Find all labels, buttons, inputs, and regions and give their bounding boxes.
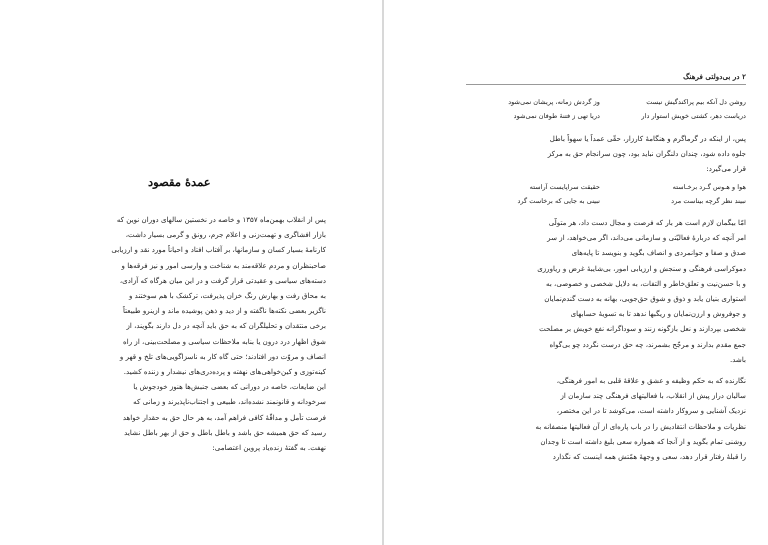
text-line: سالیان دراز پیش از انقلاب، با فعالیتهای فرهنگی چند سازمان از: [560, 391, 746, 401]
text-line: این ضایعات، خاصه در دورانی که بعضی جنبش‌ها هنوز خودجوش یا: [133, 382, 326, 392]
text-line: به محاق رفت و بهارش رنگ خزان پذیرفت، ترکشک با هم سوختند و: [128, 291, 326, 300]
text-line: شخصی بپردازند و نعل بازگونه زنند و سوداگرانه نفع خویش بر مصلحت: [539, 324, 746, 334]
text-line: باشد.: [729, 354, 746, 364]
text-line: کارنامهٔ بسیار کسان و سازمانها، بر آفتاب افتاد و احیاناً مورد نقد و ارزیابی: [111, 245, 326, 255]
text-line: جلوه داده شود، چندان دلنگران نباید بود، چون سرانجام حق به مرکز: [547, 149, 746, 159]
text-line: نهفت. به گفتهٔ زنده‌یاد پروین اعتصامی:: [212, 443, 326, 452]
text-line: کینه‌توزی و کین‌خواهی‌های نهفته و پرده‌دری‌های نیشدار و زننده کشید.: [123, 367, 326, 376]
text-line: نظریات و ملاحظات انتقادیش را در باب پاره‌ای از آن فعالیتها منصفانه به: [535, 421, 746, 431]
text-line: فرصت تأمل و مداقّهٔ کافی فراهم آمد، به هر حال حق به حقدار خواهد: [122, 412, 326, 422]
text-line: دموکراسی فرهنگی و سنجش و ارزیابی امور، بی‌شایبهٔ غرض و ریاورزی: [537, 263, 746, 273]
text-line: را قبلهٔ رفتار قرار دهد، سعی و وجههٔ همّتش همه اینست که نگذارد: [552, 452, 746, 461]
text-line: نزدیک آشنایی و سروکار داشته است، می‌کوشد تا در این مختصر،: [556, 406, 746, 416]
text-line: جمع مقدم بدارند و مرجّح بشمرند، چه حق درست نگردد چو بی‌گواه: [549, 339, 746, 349]
text-line: انصاف و مروّت دور افتادند؛ حتی گاه کار به ناسزاگویی‌های تلخ و قهر و: [119, 351, 326, 361]
text-line: سرخودانه و قانونمند نشده‌اند، طبیعی و اجتناب‌ناپذیرند و زمانی که: [133, 397, 326, 407]
text-line: امّا بیگمان لازم است هر بار که فرصت و مجال دست داد، هر متولّی: [548, 218, 746, 227]
text-line: امر آنچه که دربارهٔ فعالیّتی و سازمانی می‌داند، اگر می‌خواهد، از سر: [547, 233, 746, 243]
text-line: قرار می‌گیرد:: [706, 164, 746, 174]
verse-hemistich-left: وز گردش زمانه، پریشان نمی‌شود: [508, 98, 600, 106]
verse-hemistich-right: نبیند نظر گرچه بیناست مرد: [671, 197, 746, 205]
verse-hemistich-right: روشن دل آنکه بیم پراکندگیش نیست: [646, 98, 746, 106]
verse-hemistich-left: نبینی به جایی که برخاست گرد: [517, 197, 600, 205]
right-page: [384, 0, 768, 545]
text-line: روشنی تمام بگوید و از آنجا که همواره سعی بلیغ داشته است تا وجدان: [540, 436, 746, 446]
text-line: ناگزیر بعضی نکته‌ها ناگفته و از دید و ذهن پوشیده ماند و ازینرو طبیعتاً: [122, 306, 326, 316]
verse-hemistich-left: دریا تهی ز فتنهٔ طوفان نمی‌شود: [513, 112, 600, 120]
text-line: صاحبنظران و مردم علاقه‌مند به شناخت و وارسی امور و نیز فرقه‌ها و: [121, 260, 326, 270]
chapter-title: عمدهٔ مقصود: [148, 175, 211, 189]
text-line: رسید که حق همیشه حق باشد و باطل باطل و حق از بهر باطل نشاید: [124, 427, 326, 437]
text-line: صدق و صفا و جوانمردی و انصاف بگوید و بنویسد تا پایه‌های: [571, 248, 746, 258]
verse-hemistich-right: دریاست دهر، کشتی خویش استوار دار: [641, 112, 746, 120]
text-line: برخی منتقدان و تحلیلگران که به حق باید آنچه در دل دارند بگویند، از: [126, 321, 326, 331]
text-line: پس از انقلاب بهمن‌ماه ۱۳۵۷ و خاصه در نخستین سالهای دوران نوین که: [116, 215, 326, 224]
running-header: ۲ در بی‌دولتی فرهنگ: [683, 72, 746, 81]
text-line: شوق اظهار درد درون یا بنابه ملاحظات سیاسی و مصلحت‌بینی، از راه: [123, 336, 326, 346]
left-page: [0, 0, 383, 545]
verse-hemistich-left: حقیقت سراپایست آراسته: [529, 183, 600, 191]
text-line: نگارنده که به حکم وظیفه و عشق و علاقهٔ قلبی به امور فرهنگی،: [556, 376, 746, 385]
text-line: بازار افشاگری و تهمت‌زنی و اعلام جرم، رونق و گرمی بسیار داشت،: [125, 230, 326, 240]
header-rule: [466, 84, 746, 85]
text-line: استواری بنیان یابد و ذوق و شوق حق‌جویی، بهانه به دست گندم‌نمایان: [544, 294, 746, 303]
text-line: و جوفروش و ارزن‌نمایان و ریگبها ندهد تا به تسویهٔ حسابهای: [570, 309, 746, 319]
verse-hemistich-right: هوا و هـوس گـرد برخـاسته: [672, 183, 746, 191]
text-line: دسته‌های سیاسی و عقیدتی قرار گرفت و در این میان هرگاه که آزادی،: [119, 275, 326, 285]
text-line: پس، از اینکه در گرماگرم و هنگامهٔ کارزار، حقّی عمداً یا سهواً باطل: [549, 134, 746, 143]
text-line: و با حسن‌نیت و تعلق‌خاطر و التفات، به دلایل شخصی و خصوصی، به: [546, 278, 746, 288]
